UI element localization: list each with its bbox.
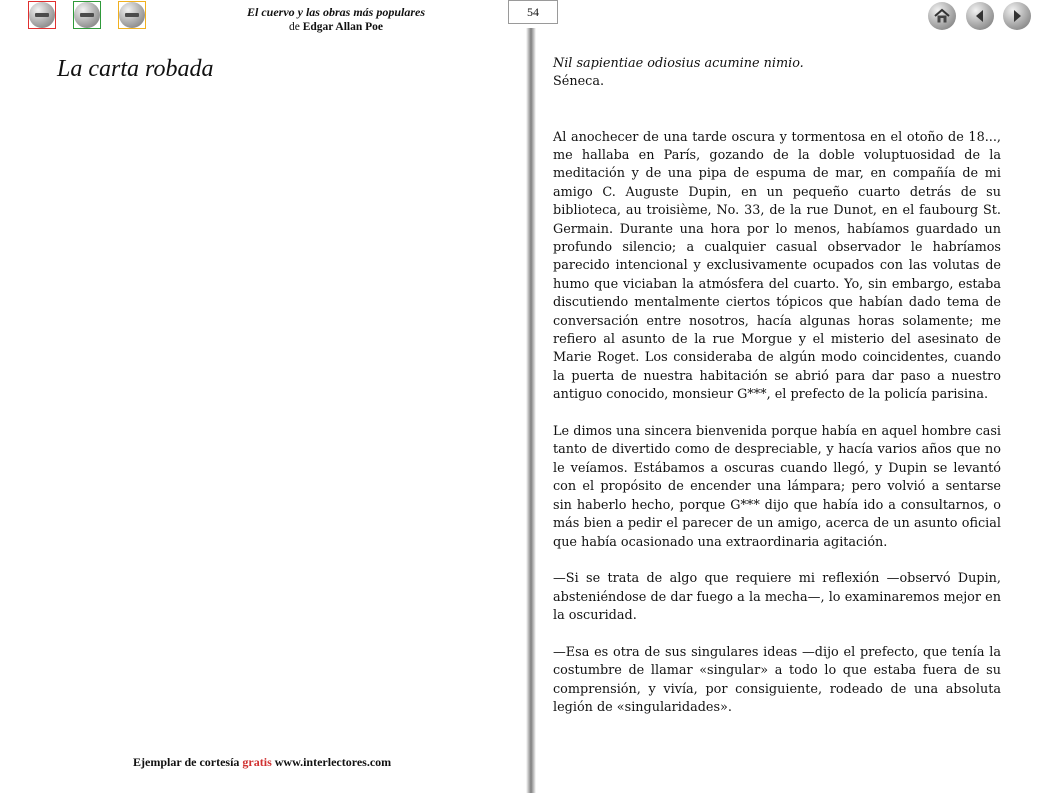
epigraph-source: Séneca.: [553, 74, 605, 90]
arrow-left-icon: [971, 7, 989, 25]
book-author: Edgar Allan Poe: [302, 21, 384, 33]
home-icon: [933, 7, 951, 25]
author-prefix: de: [288, 21, 300, 33]
previous-page-button[interactable]: [966, 2, 994, 30]
toolbar-button-yellow[interactable]: [118, 1, 146, 29]
page-text: [553, 55, 1001, 718]
minus-icon: [74, 2, 100, 28]
minus-icon: [29, 2, 55, 28]
paragraph: —Si se trata de algo que requiere mi reflexión —observó Dupin, absteniéndose de dar fuego a la mecha—, lo examinaremos mejor en la oscuridad.: [553, 571, 1001, 624]
book-header: [220, 5, 452, 35]
chapter-title: La carta robada: [57, 56, 214, 82]
paragraph: —Esa es otra de sus singulares ideas —dijo el prefecto, que tenía la costumbre de llamar «singular» a todo lo que estaba fuera de su comprensión, y vivía, por consiguiente, rodeado de una absoluta legión de «singularidades».: [553, 644, 1001, 716]
footer-url[interactable]: www.interlectores.com: [274, 755, 392, 769]
paragraph: Al anochecer de una tarde oscura y tormentosa en el otoño de 18..., me hallaba en París, gozando de la doble voluptuosidad de la meditación y de una pipa de espuma de mar, en compañía de mi amigo C. Auguste Dupin, en un pequeño cuarto detrás de su biblioteca, au troisième, No. 33, de la rue Dunot, en el faubourg St. Germain. Durante una hora por lo menos, habíamos guardado un profundo silencio; a cualquier casual observador le habríamos parecido intencional y exclusivamente ocupados con las volutas de humo que viciaban la atmósfera del cuarto. Yo, sin embargo, estaba discutiendo mentalmente ciertos tópicos que habían dado tema de conversación entre nosotros, hacía algunas horas solamente; me refiero al asunto de la rue Morgue y el misterio del asesinato de Marie Roget. Los consideraba de algún modo coincidentes, cuando la puerta de nuestra habitación se abrió para dar paso a nuestro antiguo conocido, monsieur G***, el prefecto de la policía parisina.: [553, 129, 1001, 403]
next-page-button[interactable]: [1003, 2, 1031, 30]
arrow-right-icon: [1008, 7, 1026, 25]
page-number: 54: [508, 0, 558, 24]
footer-gratis: gratis: [242, 755, 272, 769]
book-spine-divider: [526, 28, 536, 793]
footer: [133, 755, 391, 770]
book-author-line: [220, 20, 452, 35]
minus-icon: [119, 2, 145, 28]
toolbar-button-red[interactable]: [28, 1, 56, 29]
home-button[interactable]: [928, 2, 956, 30]
paragraph: Le dimos una sincera bienvenida porque había en aquel hombre casi tanto de divertido como de despreciable, y hacía varios años que no le veíamos. Estábamos a oscuras cuando llegó, y Dupin se levantó con el propósito de encender una lámpara; pero volvió a sentarse sin haberlo hecho, porque G*** dijo que había ido a consultarnos, o más bien a pedir el parecer de un amigo, acerca de un asunto oficial que había ocasionado una extraordinaria agitación.: [553, 424, 1001, 550]
book-title: El cuervo y las obras más populares: [246, 5, 425, 19]
epigraph-quote: Nil sapientiae odiosius acumine nimio.: [553, 56, 804, 71]
toolbar-button-green[interactable]: [73, 1, 101, 29]
footer-prefix: Ejemplar de cortesía: [133, 755, 240, 769]
